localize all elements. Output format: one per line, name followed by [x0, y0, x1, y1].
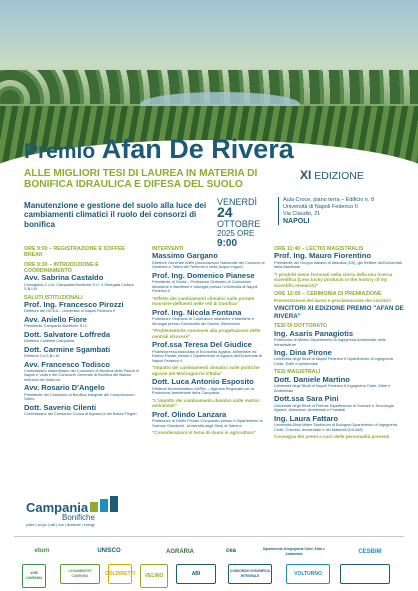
speaker-name: Avv. Francesco Todisco [24, 359, 110, 369]
speaker-name: Dott. Daniele Martino [274, 374, 350, 384]
event-time: 9:00 [217, 238, 238, 249]
speaker-role: Università degli Studi di Napoli Federico II Dipartimento di Ingegneria Civile, Edile e Ambientale [274, 356, 393, 366]
sponsor-logo: AGRARIA [166, 548, 194, 555]
section-heading: ORE 9:00 – REGISTRAZIONE E COFFEE BREAK [24, 246, 125, 259]
speaker-role: Professore di Diritto Privato Comparato presso il Dipartimento di Scienze Giuridiche, Università degli Studi di Salerno [152, 418, 263, 428]
edition-number: XI [300, 168, 312, 182]
logo-text-1: Campania [26, 500, 89, 515]
place-line2: Università di Napoli Federico II [283, 204, 358, 210]
speaker-name: Massimo Gargano [152, 251, 218, 261]
theme-text: Manutenzione e gestione del suolo alla luce dei cambiamenti climatici il ruolo dei consorzi di bonifica [24, 201, 207, 229]
sponsor-logo: ABI [176, 564, 216, 584]
sponsor-logo: CESBIM [358, 548, 382, 555]
speaker-name: Ing. Dina Pirone [274, 348, 332, 358]
event-day: 24 [217, 204, 233, 220]
program-column-2 [152, 243, 268, 438]
talk-title: Consegna dei premi a cura delle personalità presenti [274, 434, 390, 439]
place-line1: Aula Croce, piano terra – Edificio n. 8 [283, 197, 375, 203]
title-main: Afan De Rivera [101, 134, 294, 164]
section-heading: ORE 11:40 – LECTIO MAGISTRALIS [274, 246, 364, 252]
speaker-role: Università Alma Mater Studiorum di Bologna Dipartimento di Ingegneria Civile, Chimica, Ambientale e dei Materiali (DICAM) [274, 422, 398, 432]
subtitle: ALLE MIGLIORI TESI DI LAUREA IN MATERIA DI BONIFICA IDRAULICA E DIFESA DEL SUOLO [24, 168, 258, 190]
sponsor-logo: Dipartimento di Ingegneria Civile, Edile e Ambientale [263, 547, 325, 556]
event-time-label: ORE [237, 229, 255, 238]
speaker-name: Prof. Ing. Domenico Pianese [152, 270, 255, 280]
winners-heading: VINCITORI XI EDIZIONE PREMIO "AFAN DE RIVERA" [274, 305, 404, 320]
speaker-role: Commissario del Consorzio Conca di Agnano e dei Bacini Flegrei [24, 411, 137, 417]
section-heading: INTERVENTI [152, 246, 184, 252]
edition-word: EDIZIONE [314, 170, 364, 182]
section-heading: SALUTI ISTITUZIONALI [24, 294, 83, 301]
speaker-role: Commissario straordinario del Consorzio di Bonifica delle Paludi di Napoli e Volla e del Consorzio Generale di Bonifica del Bacino Inferiore del Volturno [24, 367, 139, 382]
speaker-role: Università degli Studi di Napoli Federico II Ingegneria Civile, Edile e Ambientale [274, 383, 391, 393]
sponsor-logo: UNISCO [97, 547, 121, 554]
sponsor-logo: ANBI CAMPANIA [22, 564, 46, 588]
talk-title: "Effetto dei cambiamenti climatici sulle portate massime defluenti nelle reti di bonifica" [152, 295, 255, 307]
speaker-name: Avv. Sabrina Castaldo [24, 273, 104, 283]
speaker-role: Professoressa Associata di Economia Agraria, Alimentare ed Estimo Rurale presso il Dipartimento di Agraria dell'Università di Napoli Federico II [152, 348, 262, 363]
sponsor-logo: COLDIRETTI [108, 564, 132, 584]
footer-divider [14, 536, 404, 537]
talk-title: "Considerazioni in tema di danni in agricoltura" [152, 430, 256, 436]
speaker-role: Direttore Amministrativo ANPAL – Agenzia Regionale per la Protezione Ambientale della Campania [152, 385, 255, 396]
page-title [24, 134, 394, 165]
place-line3: Via Claudio, 21 [283, 211, 321, 217]
speaker-role: Presidente Campania Bonifiche S.r.l. [24, 323, 88, 329]
speaker-role: Consigliera C.d.A. Campania Bonifiche S.r.l. e Delegata Cultura S.B.I.M. [24, 281, 134, 292]
event-place [278, 197, 414, 225]
logo-mark-icon [88, 496, 120, 514]
speaker-role: Politecnico di Milano Dipartimento di Ingegneria Ambientale delle Infrastrutture [274, 337, 386, 347]
speaker-role: Direttore Coldiretti Campania [24, 338, 75, 344]
sponsor-logo: cea [225, 547, 236, 554]
speaker-name: Ing. Laura Fattaro [274, 413, 339, 423]
event-year: 2025 [217, 229, 235, 238]
edition-label [300, 168, 364, 182]
talk-title: Presentazione dei lavori e proclamazione dei vincitori [274, 297, 391, 303]
section-heading: ORE 9:30 – INTRODUZIONE E COORDINAMENTO [24, 261, 99, 274]
event-weekday: VENERDÌ [217, 197, 258, 207]
sponsor-logo: eturn [34, 547, 50, 554]
speaker-role: Direttore Generale ANBI (Associazione Nazionale dei Consorzi di Gestione e Tutela del Territorio e delle Acque Irrigue) [152, 259, 265, 270]
talk-title: "Impatto dei cambiamenti climatici sulle politiche agrarie del Mezzogiorno d'Italia" [152, 365, 260, 376]
speaker-name: Dott.ssa Sara Pini [274, 394, 339, 404]
sponsor-logo: LEGAMBIENTE CAMPANIA [60, 564, 100, 584]
speaker-role: Presidente del Consorzio di Bonifica Integrale del Comprensorio Sarno [24, 391, 135, 402]
speaker-name: Dott. Luca Antonio Esposito [152, 377, 254, 387]
speaker-role: Università degli Studi di Firenze Dipartimento di Scienze e Tecnologie Agrarie, Alimentari, Ambientali e Forestali [274, 402, 394, 413]
logo-text-2: Bonifiche [62, 513, 95, 522]
section-heading: TESI MAGISTRALI [274, 369, 321, 376]
program-column-1 [24, 243, 144, 419]
event-date [217, 197, 271, 249]
section-heading: ORE 12:00 – CERIMONIA DI PREMIAZIONE [274, 291, 382, 298]
speaker-name: Prof. Ing. Francesco Pirozzi [24, 299, 124, 309]
talk-title: "Problematiche connesse alla progettazione delle centrali idrovore" [152, 328, 261, 339]
section-heading: TESI DI DOTTORATO [274, 323, 327, 330]
speaker-name: Dott. Salvatore Loffreda [24, 329, 111, 339]
sponsor-logo: VELINO [140, 564, 168, 588]
sponsor-logo [340, 564, 390, 584]
speaker-role: Direttore del DICEA – Università di Napoli Federico II [24, 308, 116, 314]
speaker-name: Prof. Ing. Mauro Fiorentino [274, 251, 372, 261]
logo-tagline: pulire | scopo | tutti | riva | ambiente | energy [26, 523, 95, 527]
speaker-name: Prof.ssa Teresa Del Giudice [152, 340, 252, 350]
talk-title: "L'impatto dei cambiamenti climatici sulle matrici ambientali" [152, 397, 260, 409]
speaker-name: Dott. Carmine Sgambati [24, 344, 111, 354]
speaker-name: Ing. Asaris Panagiotis [274, 328, 354, 338]
campania-bonifiche-logo [26, 496, 146, 527]
speaker-role: Presidente di Giuria – Professore Ordinario di Costruzioni Idrauliche e Marittime e Idrologia presso l'Università di Napoli Federico II [152, 279, 258, 294]
sponsor-logo: VOLTURNO [286, 564, 330, 584]
speaker-name: Prof. Ing. Nicola Fontana [152, 307, 242, 317]
speaker-name: Avv. Rosario D'Angelo [24, 383, 105, 393]
speaker-role: Direttore Co.S.B.I.M. [24, 353, 60, 359]
title-prefix: Premio [24, 140, 96, 163]
speaker-name: Avv. Aniello Fiore [24, 314, 88, 324]
speaker-role: Presidente del Gruppo Italiano di Idraulica (GII), già Rettore dell'Università della Basilicata [274, 259, 402, 270]
speaker-name: Dott. Saverio Cilenti [24, 402, 97, 412]
place-city: NAPOLI [283, 218, 310, 225]
speaker-role: Professore Ordinario di Costruzioni Idrauliche e Marittime e Idrologia presso l'Università del Sannio, Benevento [152, 316, 255, 326]
program-column-3 [274, 243, 404, 442]
event-month: OTTOBRE [217, 219, 261, 229]
sponsor-logo: CONSORZIO DI BONIFICA INTEGRALE [228, 564, 272, 584]
speaker-name: Prof. Olindo Lanzara [152, 410, 227, 420]
talk-title: "I prodotti meno fortunati nella storia della mia ricerca scientifica (Less lucky products in the history of my scientific research)" [274, 271, 393, 288]
